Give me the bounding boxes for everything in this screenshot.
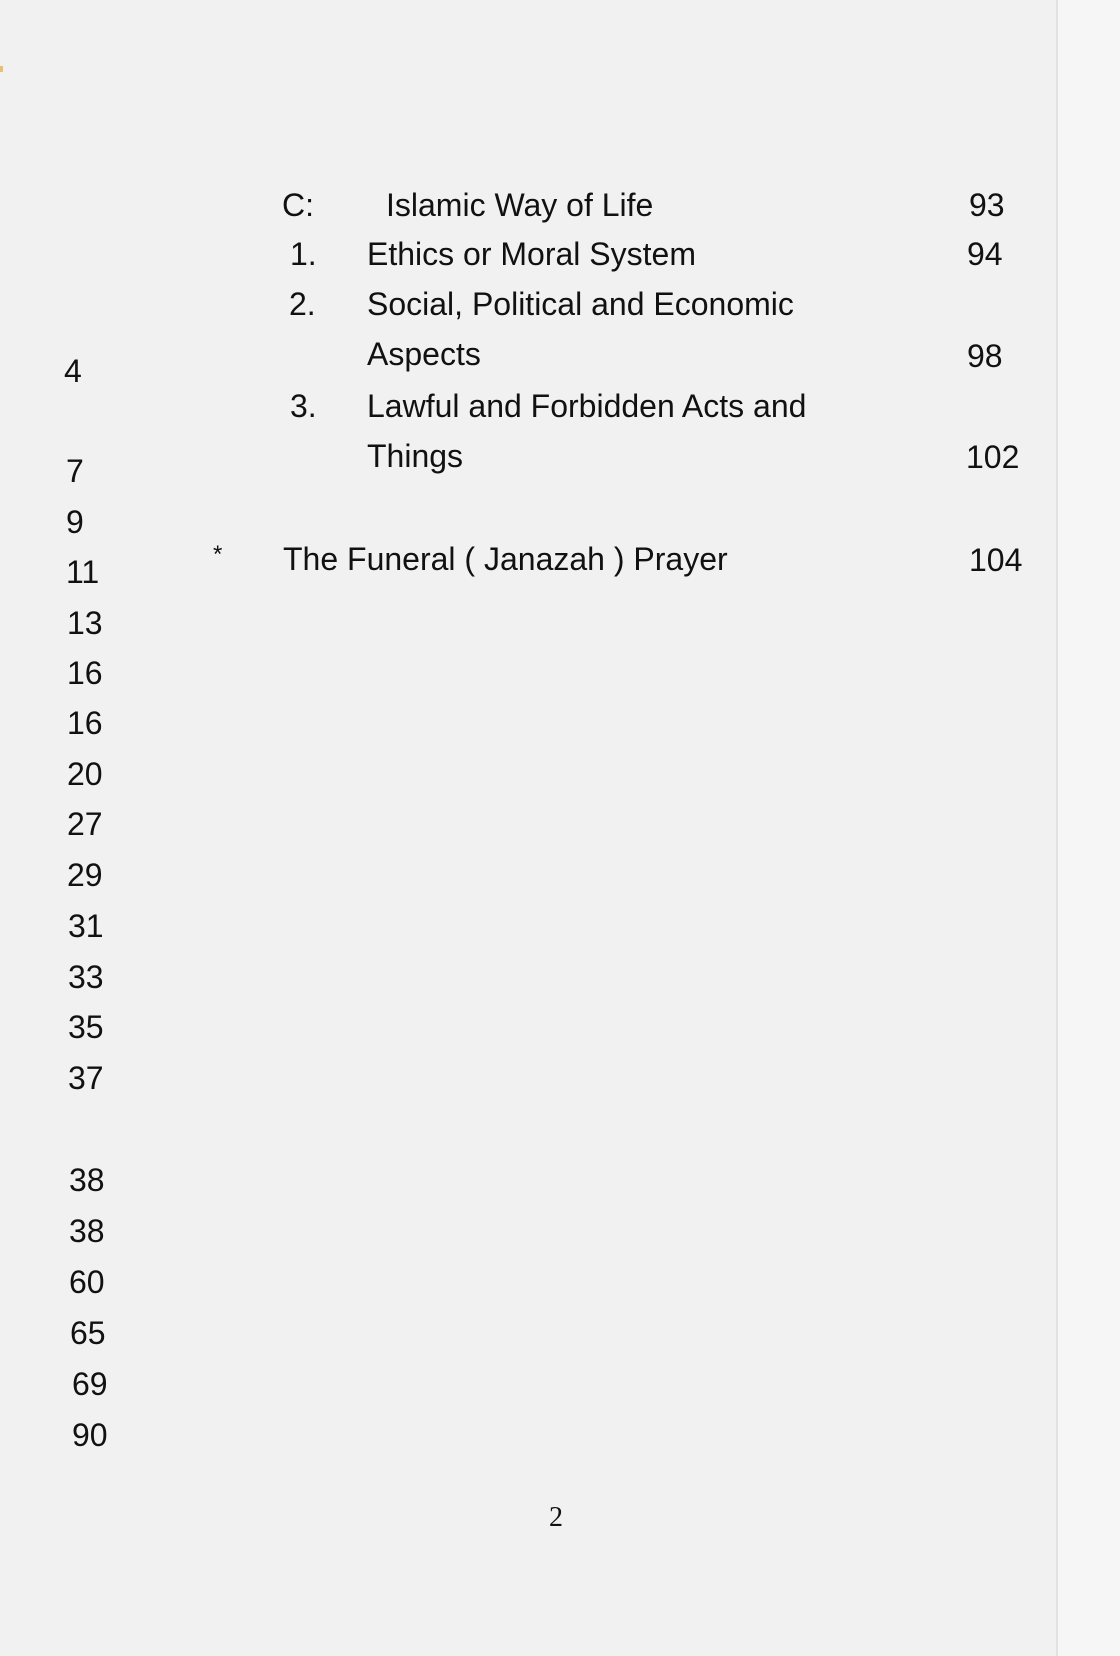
left-page-number: 38	[69, 1213, 105, 1249]
section-marker: C:	[282, 187, 314, 223]
left-page-number: 35	[68, 1009, 104, 1045]
section-title: Islamic Way of Life	[386, 187, 654, 223]
left-page-number: 9	[66, 504, 84, 540]
left-page-number: 60	[69, 1264, 105, 1300]
table-of-contents	[0, 0, 1056, 600]
left-page-number: 4	[64, 353, 82, 389]
toc-entry-title: The Funeral ( Janazah ) Prayer	[283, 541, 728, 577]
left-page-number: 65	[70, 1315, 106, 1351]
left-page-number: 16	[67, 705, 103, 741]
toc-item-number: 2.	[289, 286, 316, 322]
toc-item-title: Social, Political and Economic	[367, 286, 794, 322]
left-page-number: 29	[67, 857, 103, 893]
left-page-number: 13	[67, 605, 103, 641]
left-page-number: 38	[69, 1162, 105, 1198]
left-page-number: 31	[68, 908, 104, 944]
toc-page-number: 98	[967, 338, 1003, 374]
toc-item-number: 1.	[290, 236, 317, 272]
toc-page-number: 104	[969, 542, 1023, 578]
left-page-number: 33	[68, 959, 104, 995]
toc-item-title: Ethics or Moral System	[367, 236, 696, 272]
left-page-number: 90	[72, 1417, 108, 1453]
toc-item-title-continuation: Aspects	[367, 336, 481, 372]
toc-item-title-continuation: Things	[367, 438, 464, 474]
folio-page-number: 2	[549, 1502, 563, 1533]
toc-item-number: 3.	[290, 388, 317, 424]
page-edge	[1056, 0, 1120, 1656]
left-page-number: 16	[67, 655, 103, 691]
toc-page-number: 102	[966, 439, 1020, 475]
bullet-asterisk: *	[213, 541, 223, 568]
left-page-number: 27	[67, 806, 103, 842]
left-page-number: 20	[67, 756, 103, 792]
left-page-number: 7	[66, 453, 84, 489]
left-page-number: 11	[66, 554, 100, 590]
toc-item-title: Lawful and Forbidden Acts and	[367, 388, 807, 424]
left-page-number: 69	[72, 1366, 108, 1402]
toc-page-number: 94	[967, 236, 1003, 272]
left-page-number: 37	[68, 1060, 104, 1096]
toc-page-number: 93	[969, 187, 1005, 223]
